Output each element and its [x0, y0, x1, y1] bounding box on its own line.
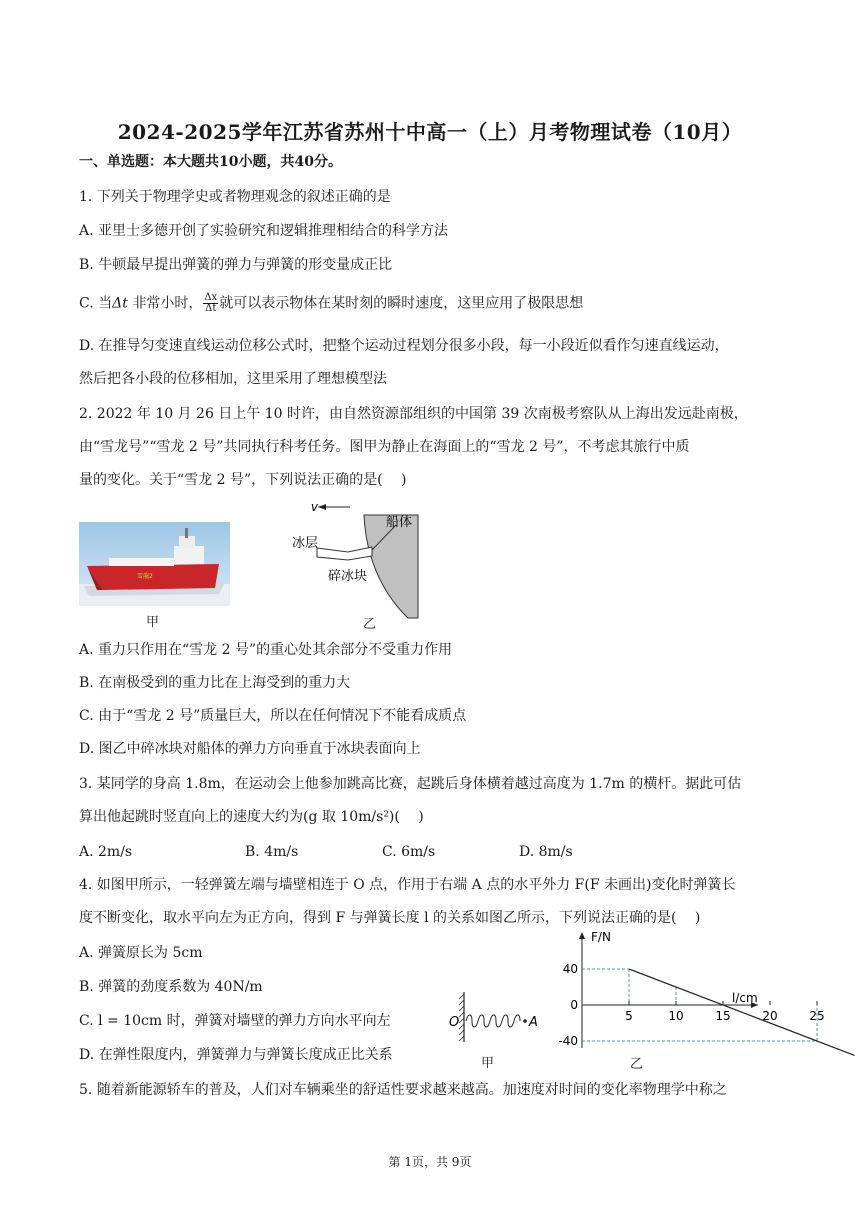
q3-option-c: C. 6m/s — [382, 844, 436, 860]
svg-text:雪龍2: 雪龍2 — [137, 573, 153, 580]
y-tick-label-40: 40 — [562, 962, 578, 976]
broken-ice-label: 碎冰块 — [328, 569, 368, 584]
q2-option-d: D. 图乙中碎冰块对船体的弹力方向垂直于冰块表面向上 — [79, 741, 421, 757]
arrow-left-icon — [318, 504, 326, 510]
q1-option-d-line2: 然后把各小段的位移相加，这里采用了理想模型法 — [79, 371, 387, 387]
q1-stem: 1. 下列关于物理学史或者物理观念的叙述正确的是 — [79, 189, 391, 205]
x-tick-label-15: 15 — [715, 1009, 731, 1023]
q3-line1: 3. 某同学的身高 1.8m，在运动会上他参加跳高比赛，起跳后身体横着越过高度为 1.7m 的横杆。据此可估 — [79, 776, 742, 792]
fig-yi-caption: 乙 — [363, 617, 377, 632]
point-o-label: O — [449, 1015, 460, 1030]
x-tick-label-10: 10 — [668, 1009, 684, 1023]
fig4-yi-caption: 乙 — [630, 1057, 644, 1072]
point-a-label: A — [529, 1015, 538, 1030]
x-tick-label-25: 25 — [809, 1009, 825, 1023]
q1-c-fraction — [203, 293, 218, 314]
q3-line2: 算出他起跳时竖直向上的速度大约为(g 取 10m/s²)( ) — [79, 809, 424, 825]
x-tick-label-20: 20 — [762, 1009, 778, 1023]
x-axis-label: l/cm — [732, 991, 758, 1005]
x-tick-label-5: 5 — [625, 1009, 633, 1023]
exam-title: 2024-2025学年江苏省苏州十中高一（上）月考物理试卷（10月） — [117, 120, 743, 144]
q1-option-d-line1: D. 在推导匀变速直线运动位移公式时，把整个运动过程划分很多小段，每一小段近似看作匀速直线运动， — [79, 338, 729, 354]
q5-line1: 5. 随着新能源轿车的普及，人们对车辆乘坐的舒适性要求越来越高。加速度对时间的变化率物理学中称之 — [79, 1082, 727, 1098]
q1-option-b: B. 牛顿最早提出弹簧的弹力与弹簧的形变量成正比 — [79, 257, 393, 273]
q3-option-d: D. 8m/s — [519, 844, 573, 860]
q4-line2: 度不断变化，取水平向左为正方向，得到 F 与弹簧长度 l 的关系如图乙所示，下列说法正确的是( ) — [79, 910, 701, 926]
q2-line2: 由“雪龙号”“雪龙 2 号”共同执行科考任务。图甲为静止在海面上的“雪龙 2 号”，不考虑其旅行中质 — [79, 439, 690, 455]
section-heading: 一、单选题：本大题共10小题，共40分。 — [79, 154, 342, 170]
q2-option-c: C. 由于“雪龙 2 号”质量巨大，所以在任何情况下不能看成质点 — [79, 708, 467, 724]
spring-coil — [466, 1015, 520, 1027]
q1-option-a: A. 亚里士多德开创了实验研究和逻辑推理相结合的科学方法 — [79, 223, 449, 239]
q1-c-prefix: C. 当 — [79, 295, 113, 312]
q4-option-b: B. 弹簧的劲度系数为 40N/m — [79, 979, 263, 995]
q2-option-b: B. 在南极受到的重力比在上海受到的重力大 — [79, 675, 351, 691]
q4-option-c: C. l = 10cm 时，弹簧对墙壁的弹力方向水平向左 — [79, 1013, 391, 1029]
q4-option-d: D. 在弹性限度内，弹簧弹力与弹簧长度成正比关系 — [79, 1047, 393, 1063]
hull-diagram — [288, 500, 423, 622]
velocity-label: v — [310, 500, 318, 514]
q2-option-a: A. 重力只作用在“雪龙 2 号”的重心处其余部分不受重力作用 — [79, 642, 453, 658]
y-tick-label--40: -40 — [558, 1034, 578, 1048]
q2-line1: 2. 2022 年 10 月 26 日上午 10 时许，由自然资源部组织的中国第 39 次南极考察队从上海出发远赴南极， — [79, 406, 748, 422]
hull-label: 船体 — [386, 515, 413, 530]
fig4-jia-caption: 甲 — [481, 1056, 495, 1071]
ice-layer-label: 冰层 — [292, 536, 319, 551]
force-length-chart — [555, 928, 825, 1058]
q3-options — [79, 842, 779, 862]
q3-option-a: A. 2m/s — [79, 844, 133, 860]
q1-c-dt: Δt — [112, 295, 128, 312]
y-axis-label: F/N — [591, 930, 611, 944]
y-axis-arrow-icon — [579, 932, 585, 939]
y-tick-label-0: 0 — [570, 998, 578, 1012]
fraction-denominator: Δt — [205, 303, 217, 314]
q4-option-a: A. 弹簧原长为 5cm — [79, 945, 203, 961]
q1-c-suffix: 就可以表示物体在某时刻的瞬时速度，这里应用了极限思想 — [219, 295, 584, 312]
q1-option-c — [79, 293, 583, 314]
page-footer: 第 1页，共 9页 — [388, 1155, 472, 1169]
q2-line3: 量的变化。关于“雪龙 2 号”，下列说法正确的是( ) — [79, 472, 407, 488]
ship-photo — [79, 522, 230, 606]
fraction-numerator: Δx — [204, 292, 218, 303]
spring-diagram — [444, 990, 544, 1050]
q1-c-mid: 非常小时， — [127, 295, 203, 312]
q3-option-b: B. 4m/s — [245, 844, 299, 860]
fig-jia-caption: 甲 — [146, 615, 160, 630]
q4-line1: 4. 如图甲所示，一轻弹簧左端与墙壁相连于 O 点，作用于右端 A 点的水平外力 F(F 未画出)变化时弹簧长 — [79, 877, 736, 893]
